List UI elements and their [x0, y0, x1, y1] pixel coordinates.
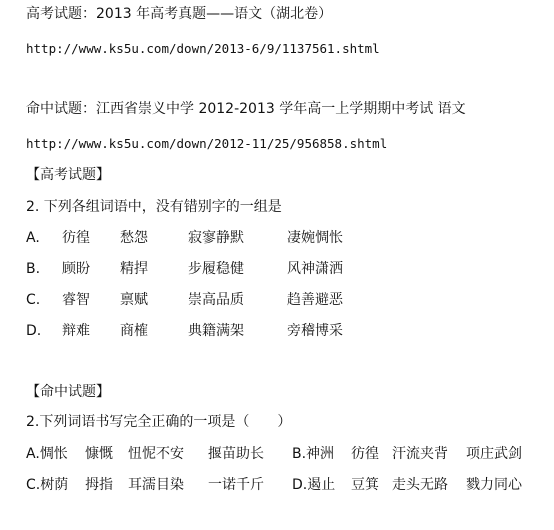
- mingzhong-url[interactable]: http://www.ks5u.com/down/2012-11/25/956858.shtml: [26, 136, 388, 151]
- question-2: 2. 下列各组词语中，没有错别字的一组是: [26, 199, 282, 215]
- question-2b: 2.下列词语书写完全正确的一项是（ ）: [26, 414, 292, 430]
- option-c-word-3: 崇高品质: [188, 292, 244, 308]
- option-d-label: D.: [26, 323, 42, 339]
- row-ab-item-2: 慷慨: [85, 446, 113, 462]
- gaokao-url[interactable]: http://www.ks5u.com/down/2013-6/9/1137561.shtml: [26, 41, 380, 56]
- option-d-word-2: 商榷: [120, 323, 148, 339]
- option-d-word-4: 旁稽博采: [287, 323, 343, 339]
- gaokao-title: 高考试题：2013 年高考真题——语文（湖北卷）: [26, 6, 333, 22]
- row-ab-item-1: A.惆怅: [26, 446, 68, 462]
- option-c-word-1: 睿智: [62, 292, 90, 308]
- option-c-word-2: 禀赋: [120, 292, 148, 308]
- option-a-label: A.: [26, 230, 40, 246]
- option-c-word-4: 趋善避恶: [287, 292, 343, 308]
- option-a-word-1: 彷徨: [62, 230, 90, 246]
- row-ab-item-4: 揠苗助长: [208, 446, 264, 462]
- row-cd-item-4: 一诺千斤: [208, 477, 264, 493]
- row-ab-item-3: 忸怩不安: [128, 446, 184, 462]
- row-cd-item-1: C.树荫: [26, 477, 69, 493]
- option-a-word-2: 愁怨: [120, 230, 148, 246]
- option-b-word-1: 顾盼: [62, 261, 90, 277]
- option-a-word-4: 凄婉惆怅: [287, 230, 343, 246]
- row-cd-item-2: 拇指: [85, 477, 113, 493]
- option-c-label: C.: [26, 292, 41, 308]
- row-ab-item-7: 汗流夹背: [392, 446, 448, 462]
- option-b-word-4: 风神潇洒: [287, 261, 343, 277]
- option-d-word-1: 辩难: [62, 323, 90, 339]
- row-cd-item-3: 耳濡目染: [128, 477, 184, 493]
- row-ab-item-6: 彷徨: [351, 446, 379, 462]
- row-cd-item-5: D.遏止: [292, 477, 336, 493]
- option-b-label: B.: [26, 261, 41, 277]
- section-gaokao: 【高考试题】: [26, 167, 110, 183]
- row-cd-item-7: 走头无路: [392, 477, 448, 493]
- option-b-word-3: 步履稳健: [188, 261, 244, 277]
- option-a-word-3: 寂寥静默: [188, 230, 244, 246]
- row-ab-item-8: 项庄武剑: [466, 446, 522, 462]
- row-cd-item-8: 戮力同心: [466, 477, 522, 493]
- row-ab-item-5: B.神洲: [292, 446, 335, 462]
- mingzhong-title: 命中试题：江西省崇义中学 2012-2013 学年高一上学期期中考试 语文: [26, 101, 466, 117]
- row-cd-item-6: 豆箕: [351, 477, 379, 493]
- option-b-word-2: 精捍: [120, 261, 148, 277]
- option-d-word-3: 典籍满架: [188, 323, 244, 339]
- section-mingzhong: 【命中试题】: [26, 384, 110, 400]
